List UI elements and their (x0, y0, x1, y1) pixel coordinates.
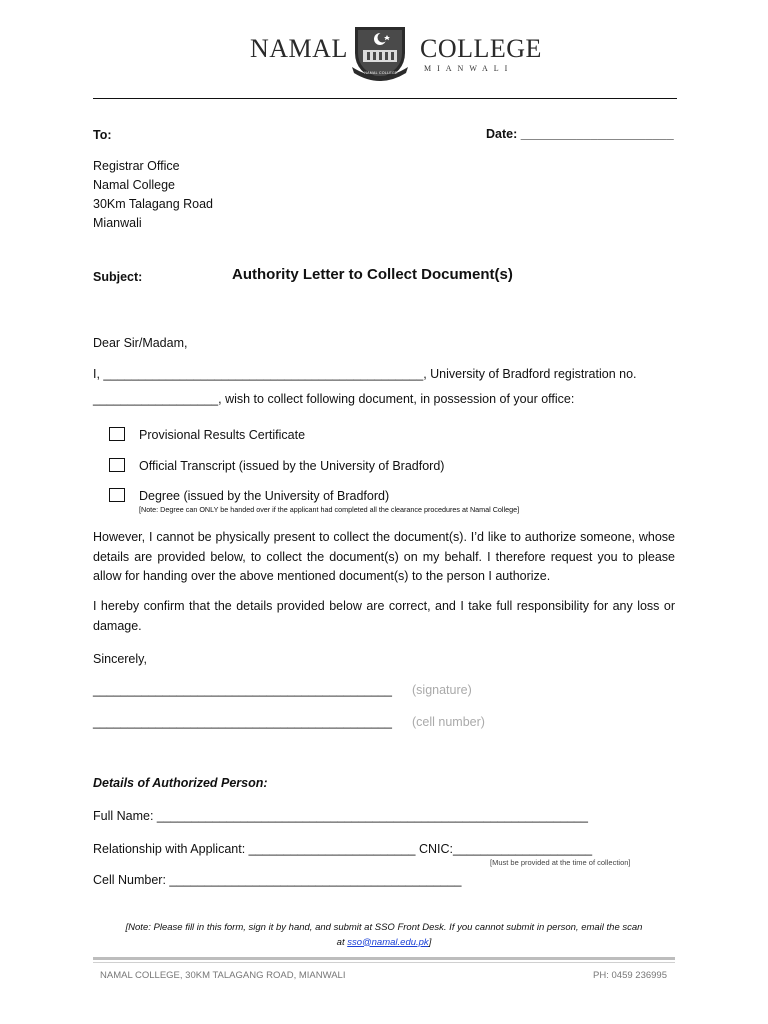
note-line-1: [Note: Please fill in this form, sign it by hand, and submit at SSO Front Desk. If you cannot submit in person, email the scan (125, 922, 643, 933)
degree-checkbox[interactable] (109, 488, 125, 502)
subject-label: Subject: (93, 270, 143, 284)
footer-rule-thick (93, 957, 675, 960)
crest-icon (349, 23, 411, 85)
signature-hint: (signature) (412, 683, 472, 697)
submission-note (93, 921, 675, 950)
body-paragraph-2: I hereby confirm that the details provided below are correct, and I take full responsibility for any loss or damage. (93, 599, 675, 633)
relationship-cnic-field[interactable]: Relationship with Applicant: ________________________ CNIC:____________________ (93, 842, 593, 856)
footer-phone: PH: 0459 236995 (593, 970, 667, 981)
header-divider (93, 98, 677, 99)
note-prefix: at (336, 936, 348, 948)
note-suffix: ] (428, 936, 432, 948)
salutation: Dear Sir/Madam, (93, 336, 188, 350)
footer-rule-thin (93, 962, 675, 963)
full-name-field[interactable]: Full Name: ______________________________________________________________ (93, 809, 588, 823)
option-label: Provisional Results Certificate (139, 428, 306, 442)
address-line-2: Namal College (93, 178, 175, 192)
to-label: To: (93, 128, 112, 142)
option-label: Degree (issued by the University of Bradford) (139, 489, 390, 503)
signature-line[interactable]: ___________________________________________ (93, 683, 392, 697)
official-transcript-checkbox[interactable] (109, 458, 125, 472)
option-label: Official Transcript (issued by the University of Bradford) (139, 459, 445, 473)
intro-line-2[interactable]: __________________, wish to collect following document, in possession of your office: (93, 392, 575, 406)
cnic-note: [Must be provided at the time of collection] (490, 858, 631, 867)
body-paragraph-1: However, I cannot be physically present to collect the document(s). I’d like to authorize someone, whose details are provided below, to collect the document(s) on my behalf. I therefore request you to please allow for handing over the above mentioned document(s) to the person I authorize. (93, 530, 675, 583)
address-line-1: Registrar Office (93, 159, 180, 173)
address-line-3: 30Km Talagang Road (93, 197, 213, 211)
cell-number-hint: (cell number) (412, 715, 485, 729)
cell-number-field[interactable]: Cell Number: __________________________________________ (93, 873, 462, 887)
sso-email-link[interactable]: sso@namal.edu.pk (347, 936, 429, 948)
logo-word-namal: NAMAL (250, 34, 348, 63)
footer-address: NAMAL COLLEGE, 30KM TALAGANG ROAD, MIANWALI (100, 970, 346, 981)
crest-banner-text: NAMAL COLLEGE (364, 71, 398, 75)
authorized-heading: Details of Authorized Person: (93, 776, 268, 790)
date-field[interactable]: Date: ______________________ (486, 127, 674, 141)
logo-word-college: COLLEGE (420, 34, 542, 63)
cell-number-line[interactable]: ___________________________________________ (93, 715, 392, 729)
subject-title: Authority Letter to Collect Document(s) (232, 266, 513, 283)
note-line-2 (93, 936, 675, 951)
closing: Sincerely, (93, 652, 147, 666)
logo-subtitle: MIANWALI (424, 64, 514, 73)
intro-line-1[interactable]: I, ______________________________________________, University of Bradford registration no. (93, 367, 637, 381)
address-line-4: Mianwali (93, 216, 142, 230)
college-crest-logo (349, 23, 411, 85)
degree-note: [Note: Degree can ONLY be handed over if the applicant had completed all the clearance procedures at Namal College] (139, 505, 520, 514)
provisional-results-checkbox[interactable] (109, 427, 125, 441)
